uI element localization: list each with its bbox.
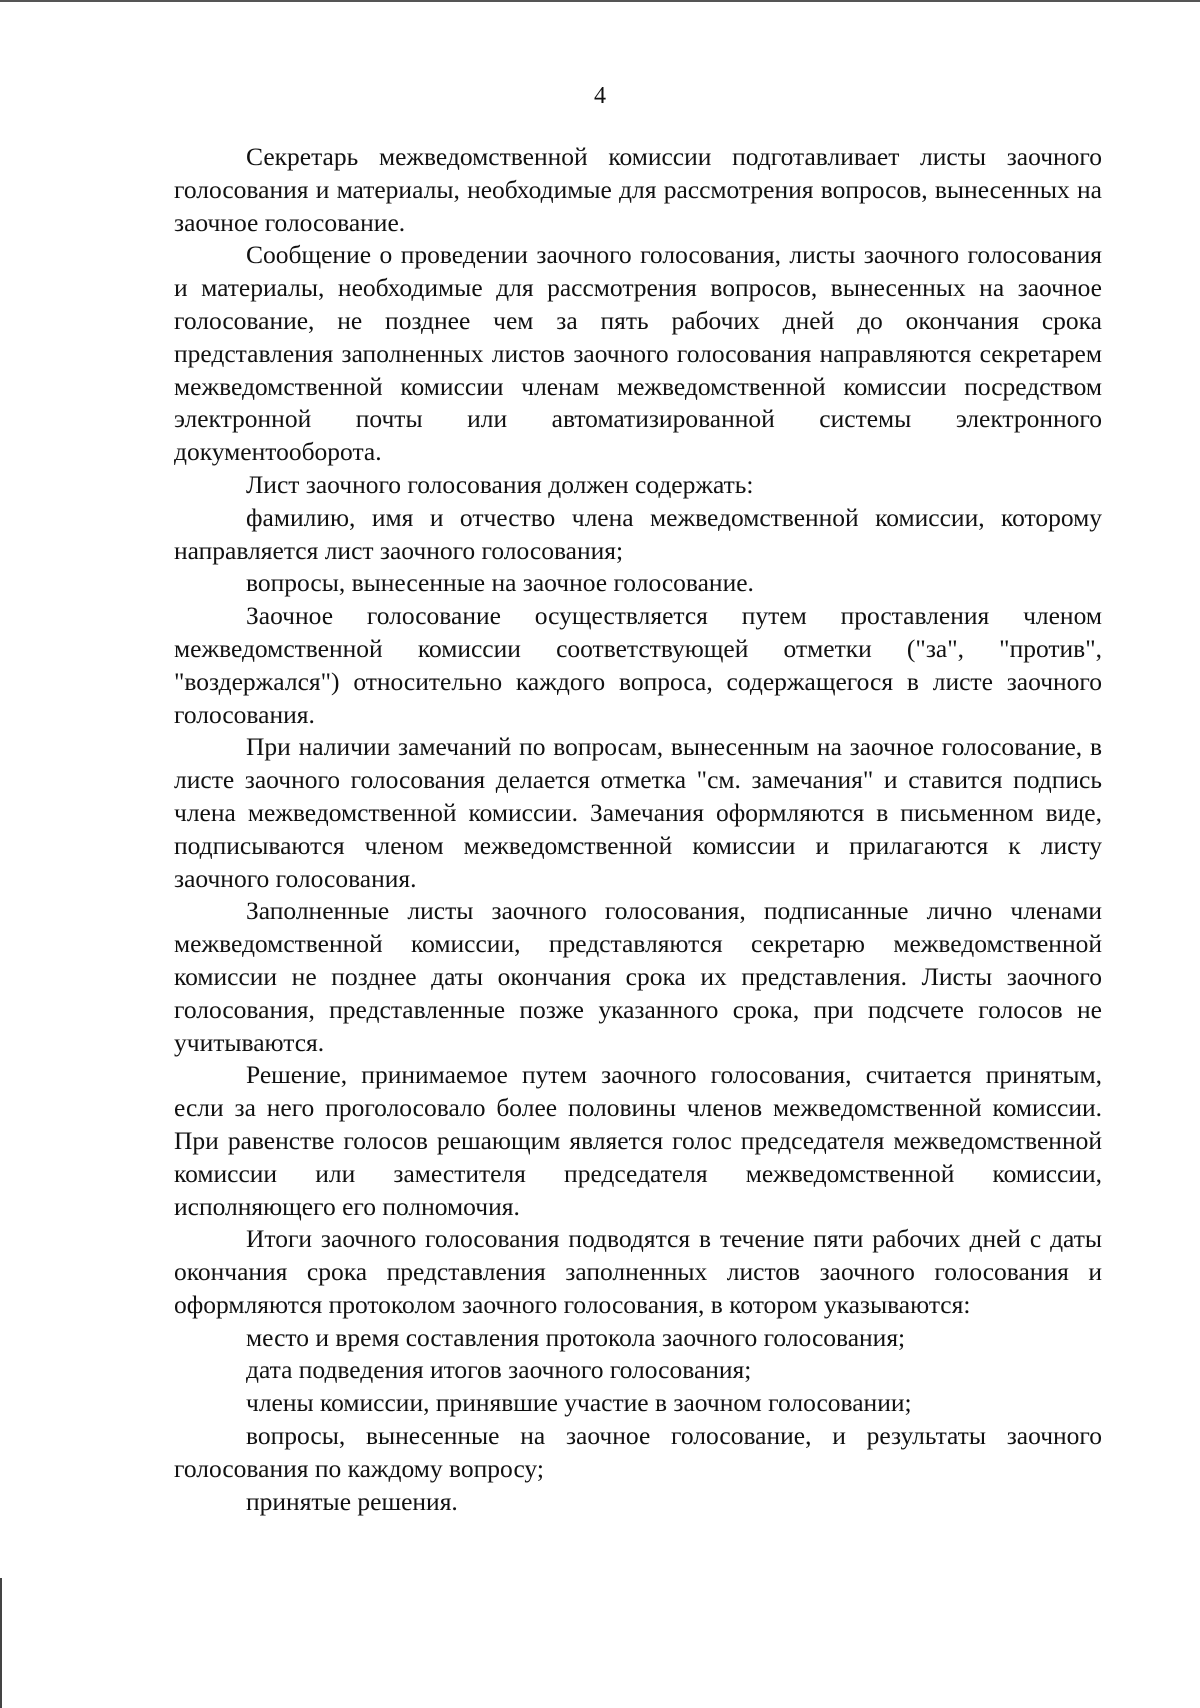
paragraph: Решение, принимаемое путем заочного голосования, считается принятым, если за него проголосовало более половины членов межведомственной комиссии. При равенстве голосов решающим является голос председателя межведомственной комиссии или заместителя председателя межведомственной комиссии, исполняющего его полномочия. [174, 1060, 1102, 1221]
paragraph: Сообщение о проведении заочного голосования, листы заочного голосования и материалы, необходимые для рассмотрения вопросов, вынесенных на заочное голосование, не позднее чем за пять рабочих дней до окончания срока представления заполненных листов заочного голосования направляются секретарем межведомственной комиссии членам межведомственной комиссии посредством электронной почты или автоматизированной системы электронного документооборота. [174, 240, 1102, 467]
paragraph: Секретарь межведомственной комиссии подготавливает листы заочного голосования и материалы, необходимые для рассмотрения вопросов, вынесенных на заочное голосование. [174, 142, 1102, 237]
document-body [174, 141, 1102, 1518]
scan-edge-left [0, 1578, 2, 1708]
list-item: дата подведения итогов заочного голосования; [246, 1355, 752, 1385]
paragraph: Заполненные листы заочного голосования, подписанные лично членами межведомственной комиссии, представляются секретарю межведомственной комиссии не позднее даты окончания срока их представления. Листы заочного голосования, представленные позже указанного срока, при подсчете голосов не учитываются. [174, 896, 1102, 1057]
list-item: фамилию, имя и отчество члена межведомственной комиссии, которому направляется лист заочного голосования; [174, 502, 1102, 565]
scan-edge-top [0, 0, 1200, 2]
paragraph: Лист заочного голосования должен содержать: [246, 469, 754, 499]
paragraph: При наличии замечаний по вопросам, вынесенным на заочное голосование, в листе заочного голосования делается отметка "см. замечания" и ставится подпись члена межведомственной комиссии. Замечания оформляются в письменном виде, подписываются членом межведомственной комиссии и прилагаются к листу заочного голосования. [174, 732, 1102, 893]
list-item: принятые решения. [246, 1486, 458, 1516]
paragraph: Заочное голосование осуществляется путем проставления членом межведомственной комиссии соответствующей отметки ("за", "против", "воздержался") относительно каждого вопроса, содержащегося в листе заочного голосования. [174, 601, 1102, 729]
paragraph: Итоги заочного голосования подводятся в течение пяти рабочих дней с даты окончания срока представления заполненных листов заочного голосования и оформляются протоколом заочного голосования, в котором указываются: [174, 1224, 1102, 1319]
list-item: вопросы, вынесенные на заочное голосование. [246, 568, 754, 598]
list-item: место и время составления протокола заочного голосования; [246, 1322, 906, 1352]
list-item: члены комиссии, принявшие участие в заочном голосовании; [246, 1388, 912, 1418]
page-number: 4 [594, 83, 606, 109]
list-item: вопросы, вынесенные на заочное голосование, и результаты заочного голосования по каждому вопросу; [174, 1421, 1102, 1483]
